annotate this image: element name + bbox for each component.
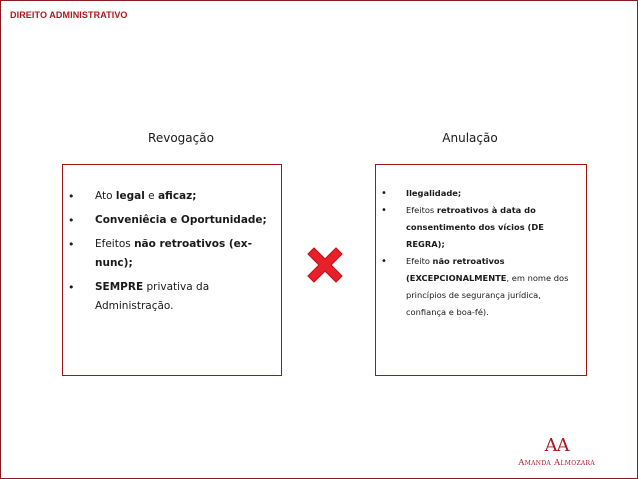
- bullet-icon: •: [68, 214, 75, 227]
- brand-monogram: AA: [544, 435, 569, 456]
- bullet-icon: •: [68, 190, 75, 203]
- section-header: DIREITO ADMINISTRATIVO: [10, 10, 128, 20]
- anulacao-item-text: retroativos à data do consentimento dos vícios (DE REGRA);: [406, 205, 544, 249]
- revogacao-item-text: não retroativos (ex-nunc);: [95, 238, 252, 269]
- revogacao-list: [63, 165, 281, 316]
- brand-name: Amanda Almozara: [518, 458, 595, 468]
- cross-x-icon: [301, 241, 349, 289]
- anulacao-item-text: , em nome dos princípios de segurança jurídica, confiança e boa-fé).: [406, 273, 569, 317]
- revogacao-item-text: aficaz;: [157, 190, 197, 202]
- revogacao-box: [62, 164, 282, 376]
- brand-logo: [518, 437, 595, 468]
- anulacao-item: [381, 253, 578, 321]
- anulacao-item-text: não retroativos (EXCEPCIONALMENTE: [406, 256, 507, 283]
- revogacao-item: [68, 278, 271, 316]
- revogacao-item-text: SEMPRE: [95, 281, 144, 293]
- revogacao-item: [68, 235, 271, 273]
- column-title-anulacao: Anulação: [442, 131, 498, 145]
- anulacao-item-text: Efeito: [406, 256, 433, 266]
- revogacao-item-text: legal: [115, 190, 145, 202]
- revogacao-item-text: e: [144, 190, 158, 202]
- revogacao-item-text: privativa da Administração.: [95, 281, 210, 312]
- anulacao-box: [375, 164, 587, 376]
- revogacao-item-text: Efeitos: [95, 238, 135, 250]
- bullet-icon: •: [381, 188, 387, 199]
- revogacao-item-text: Ato: [95, 190, 116, 202]
- bullet-icon: •: [68, 281, 75, 294]
- revogacao-item: [68, 211, 271, 230]
- bullet-icon: •: [381, 256, 387, 267]
- anulacao-item: [381, 202, 578, 253]
- anulacao-item-text: Ilegalidade;: [406, 188, 462, 198]
- anulacao-item-text: Efeitos: [406, 205, 437, 215]
- bullet-icon: •: [381, 205, 387, 216]
- anulacao-list: [376, 165, 586, 321]
- bullet-icon: •: [68, 238, 75, 251]
- column-title-revogacao: Revogação: [148, 131, 214, 145]
- anulacao-item: [381, 185, 578, 202]
- revogacao-item: [68, 187, 271, 206]
- revogacao-item-text: Conveniêcia e Oportunidade;: [95, 214, 267, 226]
